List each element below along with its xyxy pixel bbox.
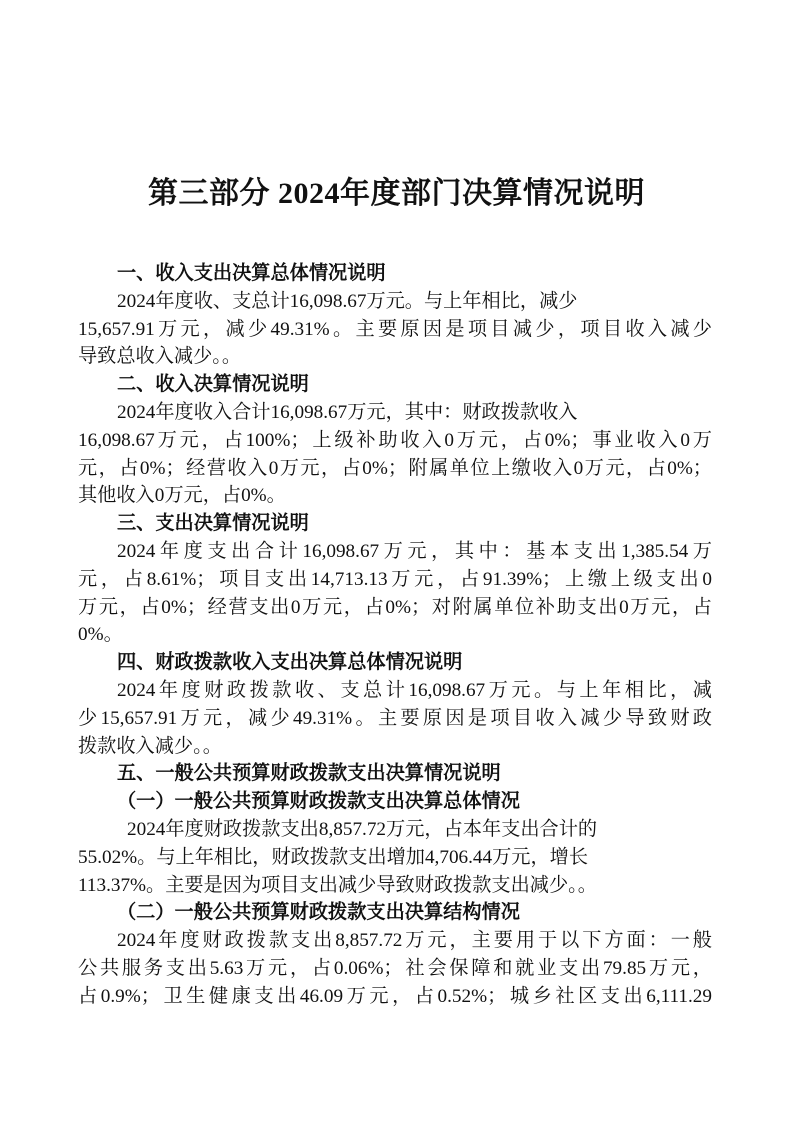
paragraph-line: 公共服务支出5.63万元，占0.06%；社会保障和就业支出79.85万元， xyxy=(78,957,712,979)
section-heading-3: 三、支出决算情况说明 xyxy=(117,513,309,535)
paragraph-line: 2024年度支出合计16,098.67万元，其中：基本支出1,385.54万 xyxy=(117,540,712,562)
paragraph-line: 2024年度收入合计16,098.67万元，其中：财政拨款收入 xyxy=(117,401,578,423)
paragraph-line: 导致总收入减少。。 xyxy=(78,346,242,368)
section-heading-2: 二、收入决算情况说明 xyxy=(117,374,309,396)
paragraph-line: 万元，占0%；经营支出0万元，占0%；对附属单位补助支出0万元，占 xyxy=(78,596,712,618)
section-heading-1: 一、收入支出决算总体情况说明 xyxy=(117,263,386,284)
page-title: 第三部分 2024年度部门决算情况说明 xyxy=(148,177,645,210)
paragraph-line: 少15,657.91万元，减少49.31%。主要原因是项目收入减少导致财政 xyxy=(78,707,712,729)
paragraph-line: 拨款收入减少。。 xyxy=(78,735,222,757)
paragraph-line: 2024年度财政拨款收、支总计16,098.67万元。与上年相比，减 xyxy=(117,679,712,701)
paragraph-line: 15,657.91万元，减少49.31%。主要原因是项目减少，项目收入减少 xyxy=(78,318,712,340)
paragraph-line: 55.02%。与上年相比，财政拨款支出增加4,706.44万元，增长 xyxy=(78,846,589,868)
section-heading-4: 四、财政拨款收入支出决算总体情况说明 xyxy=(117,652,463,674)
paragraph-line: 元，占0%；经营收入0万元，占0%；附属单位上缴收入0万元，占0%； xyxy=(78,457,712,479)
paragraph-line: 占0.9%；卫生健康支出46.09万元，占0.52%；城乡社区支出6,111.29 xyxy=(78,985,712,1007)
paragraph-line: 16,098.67万元，占100%；上级补助收入0万元，占0%；事业收入0万 xyxy=(78,429,712,451)
paragraph-line: 2024年度财政拨款支出8,857.72万元，占本年支出合计的 xyxy=(127,818,598,840)
paragraph-line: 0%。 xyxy=(78,624,123,646)
subsection-heading-1: （一）一般公共预算财政拨款支出决算总体情况 xyxy=(117,791,520,813)
paragraph-line: 2024年度财政拨款支出8,857.72万元，主要用于以下方面：一般 xyxy=(117,930,712,952)
document-body xyxy=(78,260,712,1011)
paragraph-line: 2024年度收、支总计16,098.67万元。与上年相比，减少 xyxy=(117,290,578,312)
section-heading-5: 五、一般公共预算财政拨款支出决算情况说明 xyxy=(117,763,501,785)
paragraph-line: 113.37%。主要是因为项目支出减少导致财政拨款支出减少。。 xyxy=(78,874,597,896)
paragraph-line: 其他收入0万元，占0%。 xyxy=(78,485,286,507)
paragraph-line: 元，占8.61%；项目支出14,713.13万元，占91.39%；上缴上级支出0 xyxy=(78,568,712,590)
subsection-heading-2: （二）一般公共预算财政拨款支出决算结构情况 xyxy=(117,902,520,924)
